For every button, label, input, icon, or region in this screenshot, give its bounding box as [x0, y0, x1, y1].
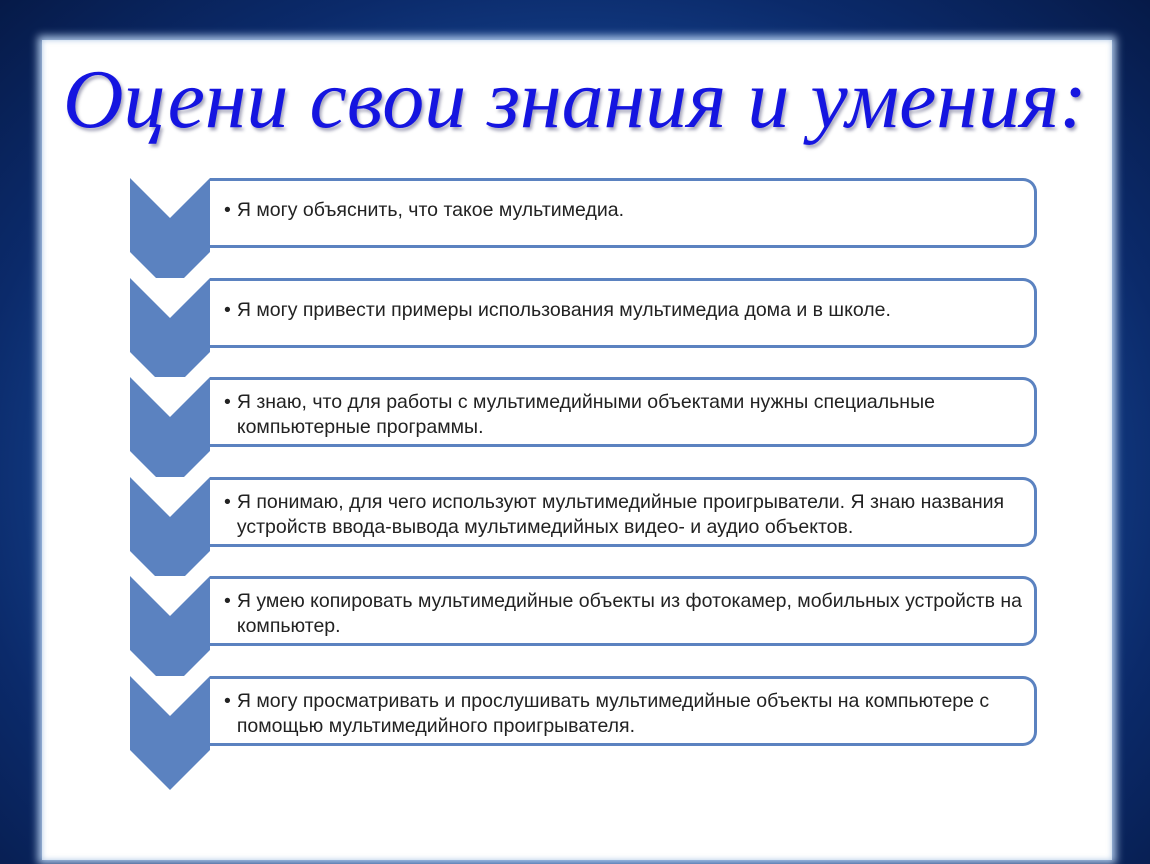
bullet-icon: • [224, 198, 231, 221]
list-item-text: Я могу объяснить, что такое мультимедиа. [236, 198, 625, 221]
list-item [210, 676, 1037, 746]
bullet-icon: • [224, 491, 231, 513]
list-item [210, 477, 1037, 547]
list-item [210, 278, 1037, 348]
slide-title: Оцени свои знания и умения: [62, 53, 1088, 146]
list-item [210, 377, 1037, 447]
bullet-icon: • [224, 391, 231, 413]
list-item-text: Я могу просматривать и прослушивать мультимедийные объекты на компьютере с помощью мультимедийного проигрывателя. [236, 690, 990, 737]
list-item [210, 178, 1037, 248]
bullet-icon: • [224, 590, 231, 612]
bullet-icon: • [224, 298, 231, 321]
list-item-text: Я умею копировать мультимедийные объекты из фотокамер, мобильных устройств на компьютер. [236, 590, 1022, 637]
list-item [210, 576, 1037, 646]
list-item-text: Я могу привести примеры использования мультимедиа дома и в школе. [236, 298, 891, 321]
bullet-icon: • [224, 690, 231, 712]
list-item-text: Я понимаю, для чего используют мультимедийные проигрыватели. Я знаю названия устройств ввода-вывода мультимедийных видео- и аудио объектов. [236, 491, 1005, 538]
list-item-text: Я знаю, что для работы с мультимедийными объектами нужны специальные компьютерные программы. [236, 391, 935, 438]
